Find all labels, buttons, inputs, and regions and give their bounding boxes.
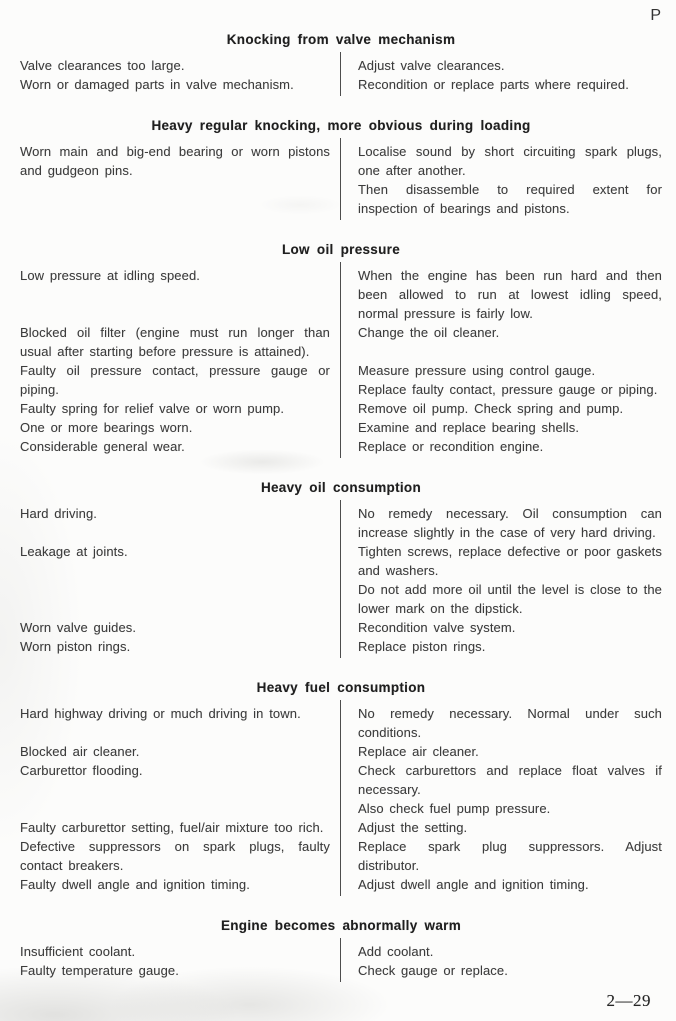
table-row	[20, 542, 662, 618]
table-row	[20, 942, 662, 961]
remedy-cell	[340, 704, 662, 742]
section-rows	[20, 266, 662, 456]
cause-cell: Worn main and big-end bearing or worn pistons and gudgeon pins.	[20, 144, 330, 178]
table-row	[20, 875, 662, 894]
remedy-cell	[340, 75, 662, 94]
section-title: Heavy oil consumption	[260, 480, 422, 495]
table-row	[20, 818, 662, 837]
remedy-paragraph: Recondition valve system.	[358, 620, 516, 635]
table-row	[20, 637, 662, 656]
section-rows	[20, 942, 662, 980]
remedy-paragraph: Remove oil pump. Check spring and pump.	[358, 401, 624, 416]
remedy-cell	[340, 818, 662, 837]
remedy-paragraph: Then disassemble to required extent for inspection of bearings and pistons.	[358, 182, 662, 216]
remedy-cell	[340, 875, 662, 894]
remedy-paragraph: Localise sound by short circuiting spark plugs, one after another.	[358, 144, 662, 178]
remedy-cell	[340, 56, 662, 75]
cause-cell: Hard highway driving or much driving in town.	[20, 706, 301, 721]
remedy-cell	[340, 942, 662, 961]
cause-cell: Insufficient coolant.	[20, 944, 136, 959]
table-row	[20, 323, 662, 361]
section	[20, 32, 662, 94]
remedy-paragraph: Replace spark plug suppressors. Adjust distributor.	[358, 839, 662, 873]
cause-cell: Valve clearances too large.	[20, 58, 185, 73]
table-row	[20, 961, 662, 980]
remedy-paragraph: Adjust dwell angle and ignition timing.	[358, 877, 589, 892]
remedy-paragraph: Adjust the setting.	[358, 820, 468, 835]
cause-cell: Worn valve guides.	[20, 620, 137, 635]
section	[20, 118, 662, 218]
section-rows	[20, 704, 662, 894]
cause-cell: Hard driving.	[20, 506, 97, 521]
remedy-paragraph: Replace air cleaner.	[358, 744, 479, 759]
remedy-cell	[340, 399, 662, 418]
column-divider	[340, 938, 341, 982]
cause-cell: Carburettor flooding.	[20, 763, 143, 778]
remedy-cell	[340, 504, 662, 542]
table-row	[20, 837, 662, 875]
table-row	[20, 142, 662, 218]
remedy-paragraph: Tighten screws, replace defective or poor gaskets and washers.	[358, 544, 662, 578]
column-divider	[340, 262, 341, 458]
table-row	[20, 266, 662, 323]
table-row	[20, 742, 662, 761]
remedy-cell	[340, 637, 662, 656]
table-row	[20, 75, 662, 94]
table-row	[20, 361, 662, 399]
remedy-paragraph: Add coolant.	[358, 944, 434, 959]
section-title: Heavy fuel consumption	[256, 680, 426, 695]
cause-cell: Defective suppressors on spark plugs, faulty contact breakers.	[20, 839, 330, 873]
cause-cell: Worn piston rings.	[20, 639, 131, 654]
remedy-cell	[340, 142, 662, 218]
section-rows	[20, 504, 662, 656]
section	[20, 918, 662, 980]
column-divider	[340, 500, 341, 658]
column-divider	[340, 700, 341, 896]
remedy-cell	[340, 323, 662, 361]
remedy-cell	[340, 742, 662, 761]
cause-cell: Faulty carburettor setting, fuel/air mixture too rich.	[20, 820, 324, 835]
cause-cell: Faulty spring for relief valve or worn pump.	[20, 401, 285, 416]
section-title: Low oil pressure	[281, 242, 401, 257]
section-title: Heavy regular knocking, more obvious during loading	[151, 118, 531, 133]
remedy-paragraph: When the engine has been run hard and then been allowed to run at lowest idling speed, normal pressure is fairly low.	[358, 268, 662, 321]
remedy-paragraph: No remedy necessary. Oil consumption can increase slightly in the case of very hard driving.	[358, 506, 662, 540]
section	[20, 480, 662, 656]
header-mark: P	[650, 7, 661, 24]
column-divider	[340, 138, 341, 220]
remedy-cell	[340, 266, 662, 323]
remedy-paragraph: Do not add more oil until the level is close to the lower mark on the dipstick.	[358, 582, 662, 616]
table-row	[20, 418, 662, 437]
remedy-cell	[340, 361, 662, 399]
remedy-paragraph: Replace piston rings.	[358, 639, 486, 654]
remedy-cell	[340, 437, 662, 456]
cause-cell: Faulty dwell angle and ignition timing.	[20, 877, 250, 892]
cause-cell: Faulty temperature gauge.	[20, 963, 179, 978]
table-row	[20, 399, 662, 418]
table-row	[20, 56, 662, 75]
cause-cell: Considerable general wear.	[20, 439, 185, 454]
cause-cell: One or more bearings worn.	[20, 420, 193, 435]
column-divider	[340, 52, 341, 96]
remedy-paragraph: Examine and replace bearing shells.	[358, 420, 580, 435]
remedy-paragraph: Check gauge or replace.	[358, 963, 508, 978]
cause-cell: Worn or damaged parts in valve mechanism.	[20, 77, 294, 92]
section-title: Knocking from valve mechanism	[226, 32, 456, 47]
remedy-paragraph: Recondition or replace parts where required.	[358, 77, 629, 92]
cause-cell: Blocked oil filter (engine must run longer than usual after starting before pressure is attained).	[20, 325, 330, 359]
remedy-paragraph: Also check fuel pump pressure.	[358, 801, 551, 816]
section-rows	[20, 56, 662, 94]
table-row	[20, 437, 662, 456]
table-row	[20, 704, 662, 742]
remedy-paragraph: No remedy necessary. Normal under such conditions.	[358, 706, 662, 740]
remedy-paragraph: Check carburettors and replace float valves if necessary.	[358, 763, 662, 797]
remedy-cell	[340, 618, 662, 637]
remedy-paragraph: Replace faulty contact, pressure gauge or piping.	[358, 382, 658, 397]
section	[20, 242, 662, 456]
remedy-cell	[340, 961, 662, 980]
remedy-cell	[340, 837, 662, 875]
section	[20, 680, 662, 894]
remedy-paragraph: Change the oil cleaner.	[358, 325, 500, 340]
table-row	[20, 618, 662, 637]
remedy-paragraph: Adjust valve clearances.	[358, 58, 505, 73]
table-row	[20, 504, 662, 542]
remedy-cell	[340, 418, 662, 437]
remedy-paragraph: Replace or recondition engine.	[358, 439, 544, 454]
table-row	[20, 761, 662, 818]
page-number: 2—29	[606, 991, 651, 1010]
section-title: Engine becomes abnormally warm	[220, 918, 462, 933]
remedy-paragraph: Measure pressure using control gauge.	[358, 363, 596, 378]
section-rows	[20, 142, 662, 218]
remedy-cell	[340, 542, 662, 618]
cause-cell: Low pressure at idling speed.	[20, 268, 201, 283]
cause-cell: Blocked air cleaner.	[20, 744, 140, 759]
cause-cell: Leakage at joints.	[20, 544, 128, 559]
cause-cell: Faulty oil pressure contact, pressure gauge or piping.	[20, 363, 330, 397]
remedy-cell	[340, 761, 662, 818]
